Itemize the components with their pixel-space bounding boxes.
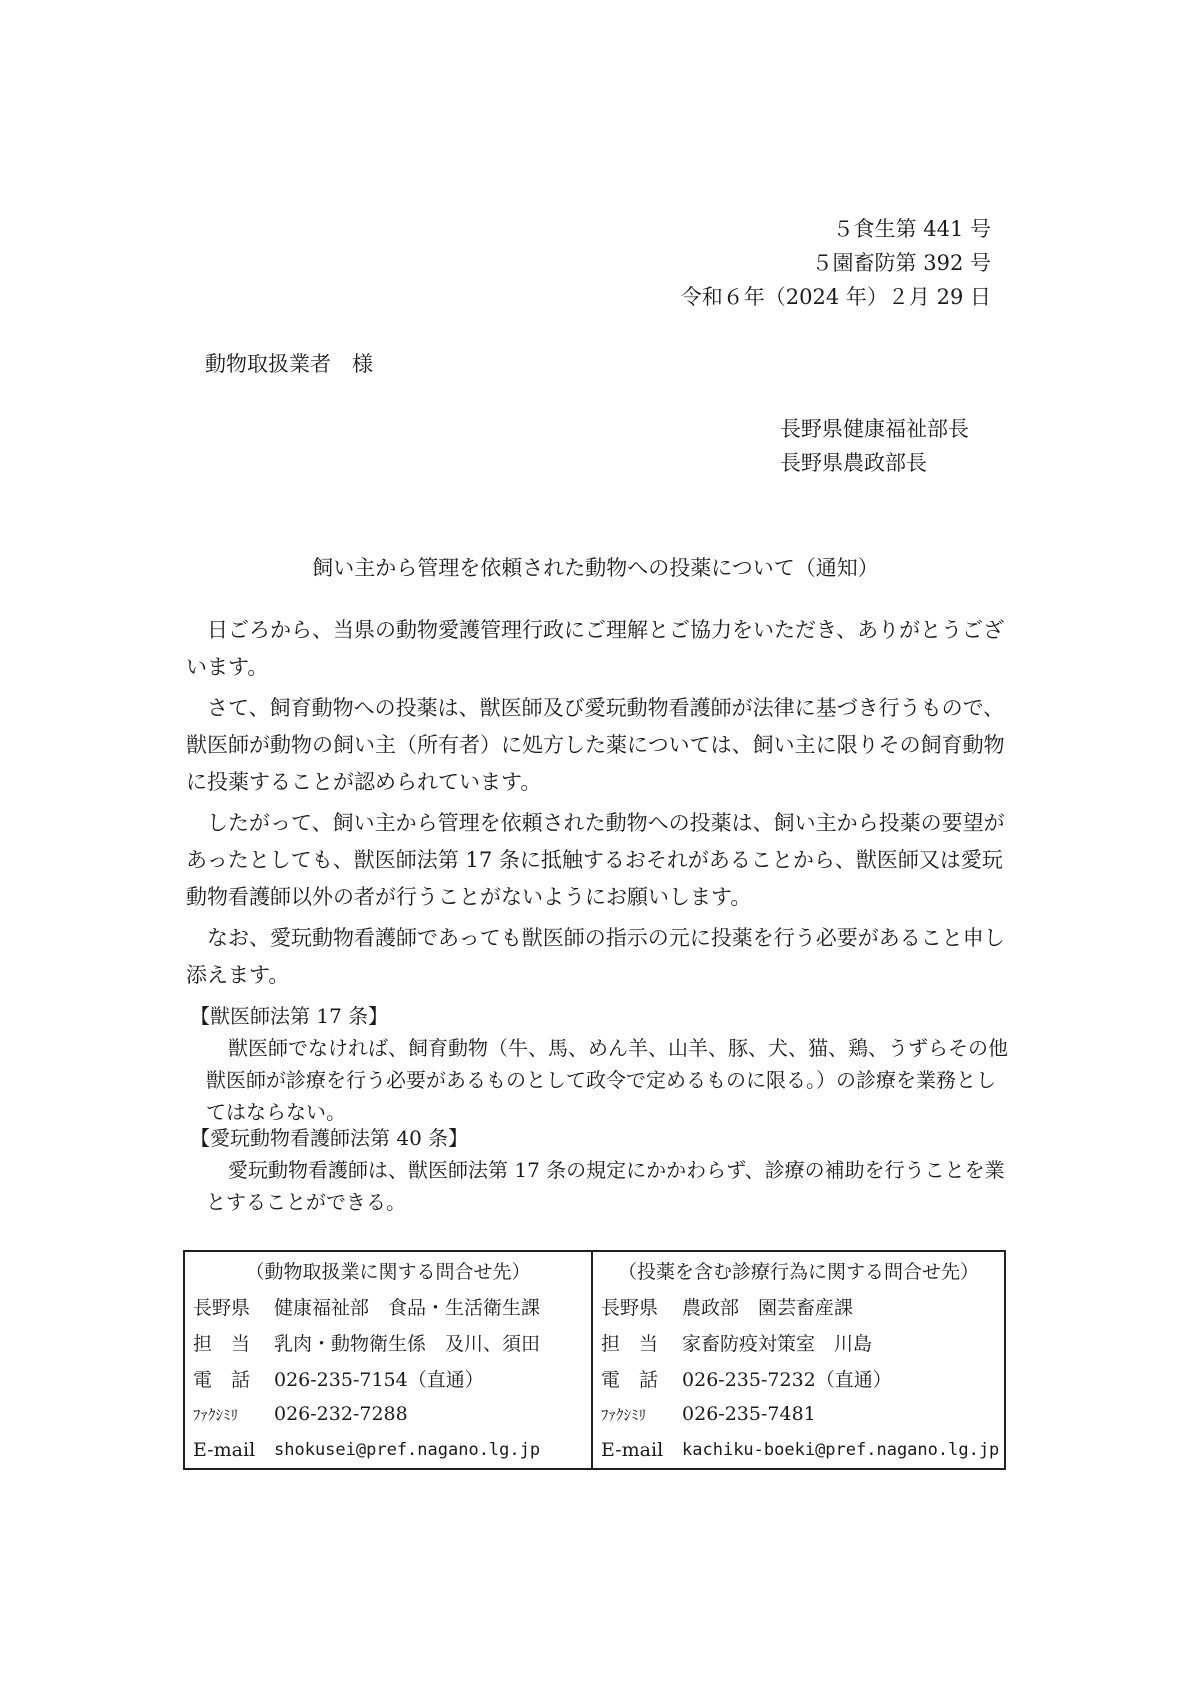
person-label: 担 当: [193, 1332, 251, 1355]
dept-label: 長野県: [592, 1288, 674, 1324]
contact-dept-row: [184, 1288, 1005, 1324]
left-email[interactable]: shokusei@pref.nagano.lg.jp: [274, 1440, 541, 1460]
sender-2: 長野県農政部長: [780, 451, 927, 475]
law-text: 獣医師でなければ、飼育動物（牛、馬、めん羊、山羊、豚、犬、猫、鶏、うずらその他獣医師が診療を行う必要があるものとして政令で定めるものに限る。）の診療を業務としてはならない。: [206, 1036, 1008, 1124]
body-paragraph: なお、愛玩動物看護師であっても獣医師の指示の元に投薬を行う必要があること申し添えます。: [186, 926, 1005, 987]
body-paragraph: さて、飼育動物への投薬は、獣医師及び愛玩動物看護師が法律に基づき行うもので、獣医師が動物の飼い主（所有者）に処方した薬については、飼い主に限りその飼育動物に投薬することが認められています。: [186, 696, 1005, 794]
right-dept: 農政部 園芸畜産課: [682, 1296, 854, 1319]
fax-label: ﾌｧｸｼﾐﾘ: [193, 1405, 239, 1424]
right-tel: 026-235-7232（直通）: [682, 1368, 892, 1391]
left-dept: 健康福祉部 食品・生活衛生課: [274, 1296, 541, 1319]
tel-label: 電 話: [193, 1368, 251, 1391]
contact-table: [183, 1250, 1006, 1470]
dept-label: 長野県: [193, 1296, 251, 1319]
law-text: 愛玩動物看護師は、獣医師法第 17 条の規定にかかわらず、診療の補助を行うことを業とすることができる。: [206, 1158, 1005, 1214]
fax-label: ﾌｧｸｼﾐﾘ: [592, 1396, 674, 1432]
document-title: 飼い主から管理を依頼された動物への投薬について（通知）: [312, 556, 879, 580]
reference-block: [681, 212, 991, 314]
contact-email-row: [184, 1432, 1005, 1469]
sender-1: 長野県健康福祉部長: [780, 417, 969, 441]
left-tel: 026-235-7154（直通）: [274, 1368, 484, 1391]
reference-number-1: ５食生第 441 号: [832, 217, 991, 241]
senders-block: [780, 412, 969, 480]
right-email[interactable]: kachiku-boeki@pref.nagano.lg.jp: [682, 1440, 1000, 1460]
law-section-animal-nurse-act: [190, 1122, 1010, 1218]
body-text: [186, 612, 1006, 998]
contact-tel-row: [184, 1360, 1005, 1396]
document-date: 令和６年（2024 年）２月 29 日: [680, 285, 991, 309]
left-person: 乳肉・動物衛生係 及川、須田: [274, 1332, 541, 1355]
addressee: 動物取扱業者 様: [205, 352, 373, 376]
right-fax: 026-235-7481: [682, 1403, 816, 1425]
contact-fax-row: [184, 1396, 1005, 1432]
left-fax: 026-232-7288: [274, 1403, 408, 1425]
contact-header-row: [184, 1251, 1005, 1288]
contact-person-row: [184, 1324, 1005, 1360]
reference-number-2: ５園畜防第 392 号: [811, 251, 991, 275]
email-label: E-mail: [592, 1432, 674, 1469]
contact-right-header: （投薬を含む診療行為に関する問合せ先）: [592, 1251, 1005, 1288]
law-title: 【愛玩動物看護師法第 40 条】: [190, 1126, 469, 1150]
right-person: 家畜防疫対策室 川島: [682, 1332, 873, 1355]
tel-label: 電 話: [592, 1360, 674, 1396]
law-title: 【獣医師法第 17 条】: [190, 1004, 389, 1028]
body-paragraph: 日ごろから、当県の動物愛護管理行政にご理解とご協力をいただき、ありがとうございます。: [186, 618, 1005, 679]
law-section-veterinarian-act: [190, 1000, 1010, 1128]
email-label: E-mail: [193, 1439, 256, 1461]
person-label: 担 当: [592, 1324, 674, 1360]
body-paragraph: したがって、飼い主から管理を依頼された動物への投薬は、飼い主から投薬の要望があったとしても、獣医師法第 17 条に抵触するおそれがあることから、獣医師又は愛玩動物看護師以外の者が行うことがないようにお願いします。: [186, 811, 1005, 909]
contact-left-header: （動物取扱業に関する問合せ先）: [245, 1260, 531, 1283]
